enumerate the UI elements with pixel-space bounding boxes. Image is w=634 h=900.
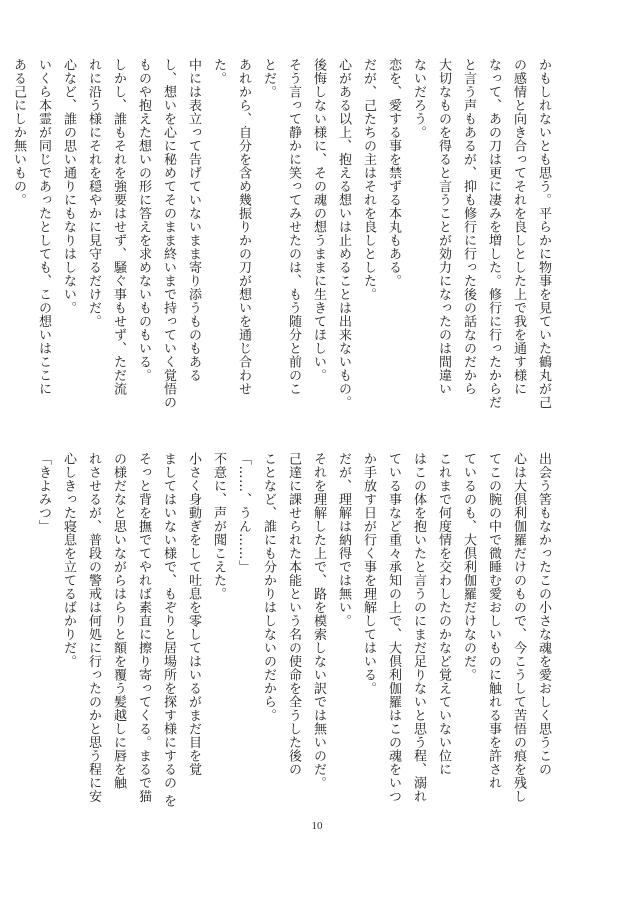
text-line: し、想いを心に秘めてそのまま終いまで持っていく覚悟の: [161, 58, 176, 409]
text-line: と言う声もあるが、抑も修行に行った後の話なのだから: [461, 58, 476, 396]
text-line: あれから、自分を含め幾振りかの刀が想いを通じ合わせ: [236, 58, 251, 396]
text-line: 心など、誰の思い通りにもなりはしない。: [61, 58, 76, 315]
text-line: の様だなと思いながらはらりと額を覆う髪越しに唇を触: [111, 452, 126, 790]
text-line: ている事など重々承知の上で、大倶利伽羅はこの魂をいつ: [386, 452, 401, 803]
text-line: そっと背を撫でてやれば素直に擦り寄ってくる。まるで猫: [136, 452, 151, 803]
text-line: 「……、うん……」: [236, 452, 251, 574]
text-line: だが、己たちの主はそれを良しとした。: [361, 58, 376, 301]
page-number: 10: [311, 820, 323, 832]
text-line: ことなど、誰にも分かりはしないのだから。: [261, 452, 276, 722]
text-line: そう言って静かに笑ってみせたのは、もう随分と前のこ: [286, 58, 301, 396]
upper-text-block: [11, 58, 556, 418]
text-line: れさせるが、普段の警戒は何処に行ったのかと思う程に安: [86, 452, 101, 803]
text-line: それを理解した上で、路を模索しない訳では無いのだ。: [311, 452, 326, 790]
text-line: とだ。: [261, 58, 276, 99]
text-line: か手放す日が行く事を理解してはいる。: [361, 452, 376, 695]
text-line: だが、理解は納得では無い。: [336, 452, 351, 628]
text-line: しかし、誰もそれを強要はせず、騒ぐ事もせず、ただ流: [111, 58, 126, 396]
text-line: これまで何度情を交わしたのかなど覚えていない位に: [436, 452, 451, 776]
text-line: なって、あの刀は更に凄みを増した。修行に行ったからだ: [486, 58, 501, 409]
text-line: 後悔しない様に、その魂の想うままに生きてほしい。: [311, 58, 326, 382]
text-line: てこの腕の中で微睡む愛おしいものに触れる事を許され: [486, 452, 501, 790]
text-line: 大切なものを得ると言うことが効力になったのは間違い: [436, 58, 451, 396]
text-line: 己達に課せられた本能という名の使命を全うした後の: [286, 452, 301, 776]
lower-text-block: [36, 452, 556, 812]
text-line: ある己にしか無いもの。: [11, 58, 26, 207]
text-line: ているのも、大倶利伽羅だけなのだ。: [461, 452, 476, 682]
text-line: の感情と向き合ってそれを良しとした上で我を通す様に: [511, 58, 526, 396]
text-line: 心しきった寝息を立てるばかりだ。: [61, 452, 76, 668]
text-line: ましてはいない様で、もぞりと居場所を探す様にするの を: [161, 452, 176, 808]
text-line: れに沿う様にそれを穏やかに見守るだけだ。: [86, 58, 101, 328]
text-line: 心は大倶利伽羅だけのもので、今こうして苦悟の痕を残し: [511, 452, 526, 803]
text-line: 中には表立って告げていないまま寄り添うものもある: [186, 58, 201, 382]
text-line: 小さく身動ぎをして吐息を零してはいるがまだ目を覚: [186, 452, 201, 776]
text-line: かもしれないとも思う。平らかに物事を見ていた鶴丸が己: [536, 58, 551, 409]
text-line: 心がある以上、抱える想いは止めることは出来ないもの。: [336, 58, 351, 409]
text-line: 不意に、声が聞こえた。: [211, 452, 226, 601]
text-line: いくら本霊が同じであったとしても、この想いはここに: [36, 58, 51, 396]
text-line: はこの体を抱いたと言うのにまだ足りないと思う程、溺れ: [411, 452, 426, 803]
text-line: ものや抱えた想いの形に答えを求めないものもいる。: [136, 58, 151, 382]
text-line: 出会う筈もなかったこの小さな魂を愛おしく思うこの: [536, 452, 551, 776]
text-line: 「きよみつ」: [36, 452, 51, 533]
text-line: た。: [211, 58, 226, 85]
text-line: ないだろう。: [411, 58, 426, 139]
text-line: 恋を、愛する事を禁ずる本丸もある。: [386, 58, 401, 288]
